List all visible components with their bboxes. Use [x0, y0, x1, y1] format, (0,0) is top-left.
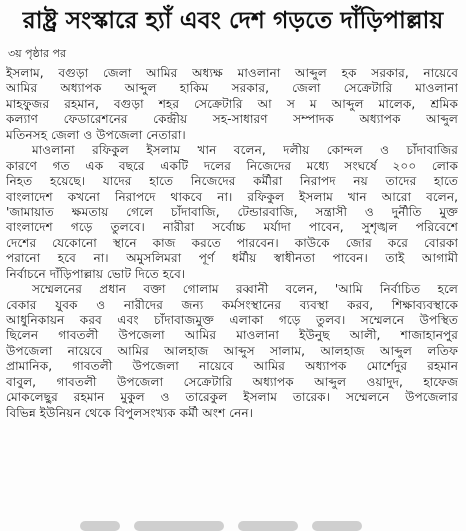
body-line: ইসলাম, বগুড়া জেলা আমির অধ্যক্ষ মাওলানা আব্দুল হক সরকার, নায়েবে: [6, 66, 458, 80]
body-line: আধুনিকায়ন করব এবং চাঁদাবাজমুক্ত এলাকা গড়ে তুলব। সম্মেলনে উপস্থিত: [6, 313, 458, 327]
body-line: নিহত হয়েছে। যাদের হাতে নিজেদের কর্মীরা নিরাপদ নয় তাদের হাতে: [6, 174, 458, 189]
body-line: উপজেলা নায়েবে আমির আলহাজ আব্দুস সালাম, আলহাজ আব্দুল লতিফ: [6, 343, 458, 358]
body-line: ছিলেন গাবতলী উপজেলা আমির মাওলানা ইউনুছ আলী, শাজাহানপুর: [6, 328, 458, 343]
headline: রাষ্ট্র সংস্কারে হ্যাঁ এবং দেশ গড়তে দাঁড়িপাল্লায়: [22, 6, 444, 34]
body-line: কল্যাণ ফেডারেশনের কেন্দ্রীয় সহ-সাধারণ সম্পাদক অধ্যাপক আব্দুল: [6, 112, 458, 127]
body-line: আমির অধ্যাপক আব্দুল হাকিম সরকার, জেলা সেক্রেটারি মাওলানা: [6, 81, 458, 96]
cropped-text-fragment: [80, 521, 380, 531]
body-line: প্রামানিক, গাবতলী উপজেলা নায়েবে আমির অধ্যাপক মোর্শেদুর রহমান: [6, 359, 458, 374]
body-line: কারণে গত এক বছরে একটি দলের নিজেদের মধ্যে সংঘর্ষে ২০০ লোক: [6, 158, 458, 173]
body-line: মাহফুজর রহমান, বগুড়া শহর সেক্রেটারি আ স ম আব্দুল মালেক, শ্রমিক: [6, 96, 458, 111]
body-line: বাবুল, গাবতলী উপজেলা সেক্রেটারি অধ্যাপক আব্দুল ওয়াদুদ, হাফেজ: [6, 374, 458, 389]
body-line: 'জামায়াত ক্ষমতায় গেলে চাঁদাবাজি, টেন্ডারবাজি, সন্ত্রাসী ও দুর্নীতি মুক্ত: [6, 204, 458, 219]
body-line: দেশের যেকোনো স্থানে কাজ করতে পারবেন। কাউকে জোর করে বোরকা: [6, 235, 458, 250]
body-line: বাংলাদেশ কখনো নিরাপদে থাকবে না। রফিকুল ইসলাম খান আরো বলেন,: [6, 189, 458, 204]
body-line: পরানো হবে না। অমুসলিমরা পূর্ণ ধর্মীয় স্বাধীনতা পাবেন। তাই আগামী: [6, 251, 458, 266]
body-line: মাওলানা রফিকুল ইসলাম খান বলেন, দলীয় কোন্দল ও চাঁদাবাজির: [32, 143, 458, 158]
body-line: বেকার যুবক ও নারীদের জন্য কর্মসংস্থানের ব্যবস্থা করব, শিক্ষাব্যবস্থাকে: [6, 297, 458, 312]
article-body: [6, 66, 458, 421]
body-line: সম্মেলনের প্রধান বক্তা গোলাম রব্বানী বলেন, 'আমি নির্বাচিত হলে: [32, 282, 458, 297]
body-line: বাংলাদেশ গড়ে তুলবে। নারীরা সর্বোচ্চ মর্যাদা পাবেন, সুশৃঙ্খল পরিবেশে: [6, 220, 458, 235]
body-line: মোকলেছুর রহমান মুকুল ও তারেকুল ইসলাম তারেক। সম্মেলনে উপজেলার: [6, 390, 458, 405]
body-line: মতিনসহ জেলা ও উপজেলা নেতারা।: [6, 127, 186, 142]
continued-from-label: ৩য় পৃষ্ঠার পর: [8, 47, 67, 60]
body-line: বিভিন্ন ইউনিয়ন থেকে বিপুলসংখ্যক কর্মী অংশ নেন।: [6, 405, 253, 420]
body-line: নির্বাচনে দাঁড়িপাল্লায় ভোট দিতে হবে।: [6, 266, 186, 281]
